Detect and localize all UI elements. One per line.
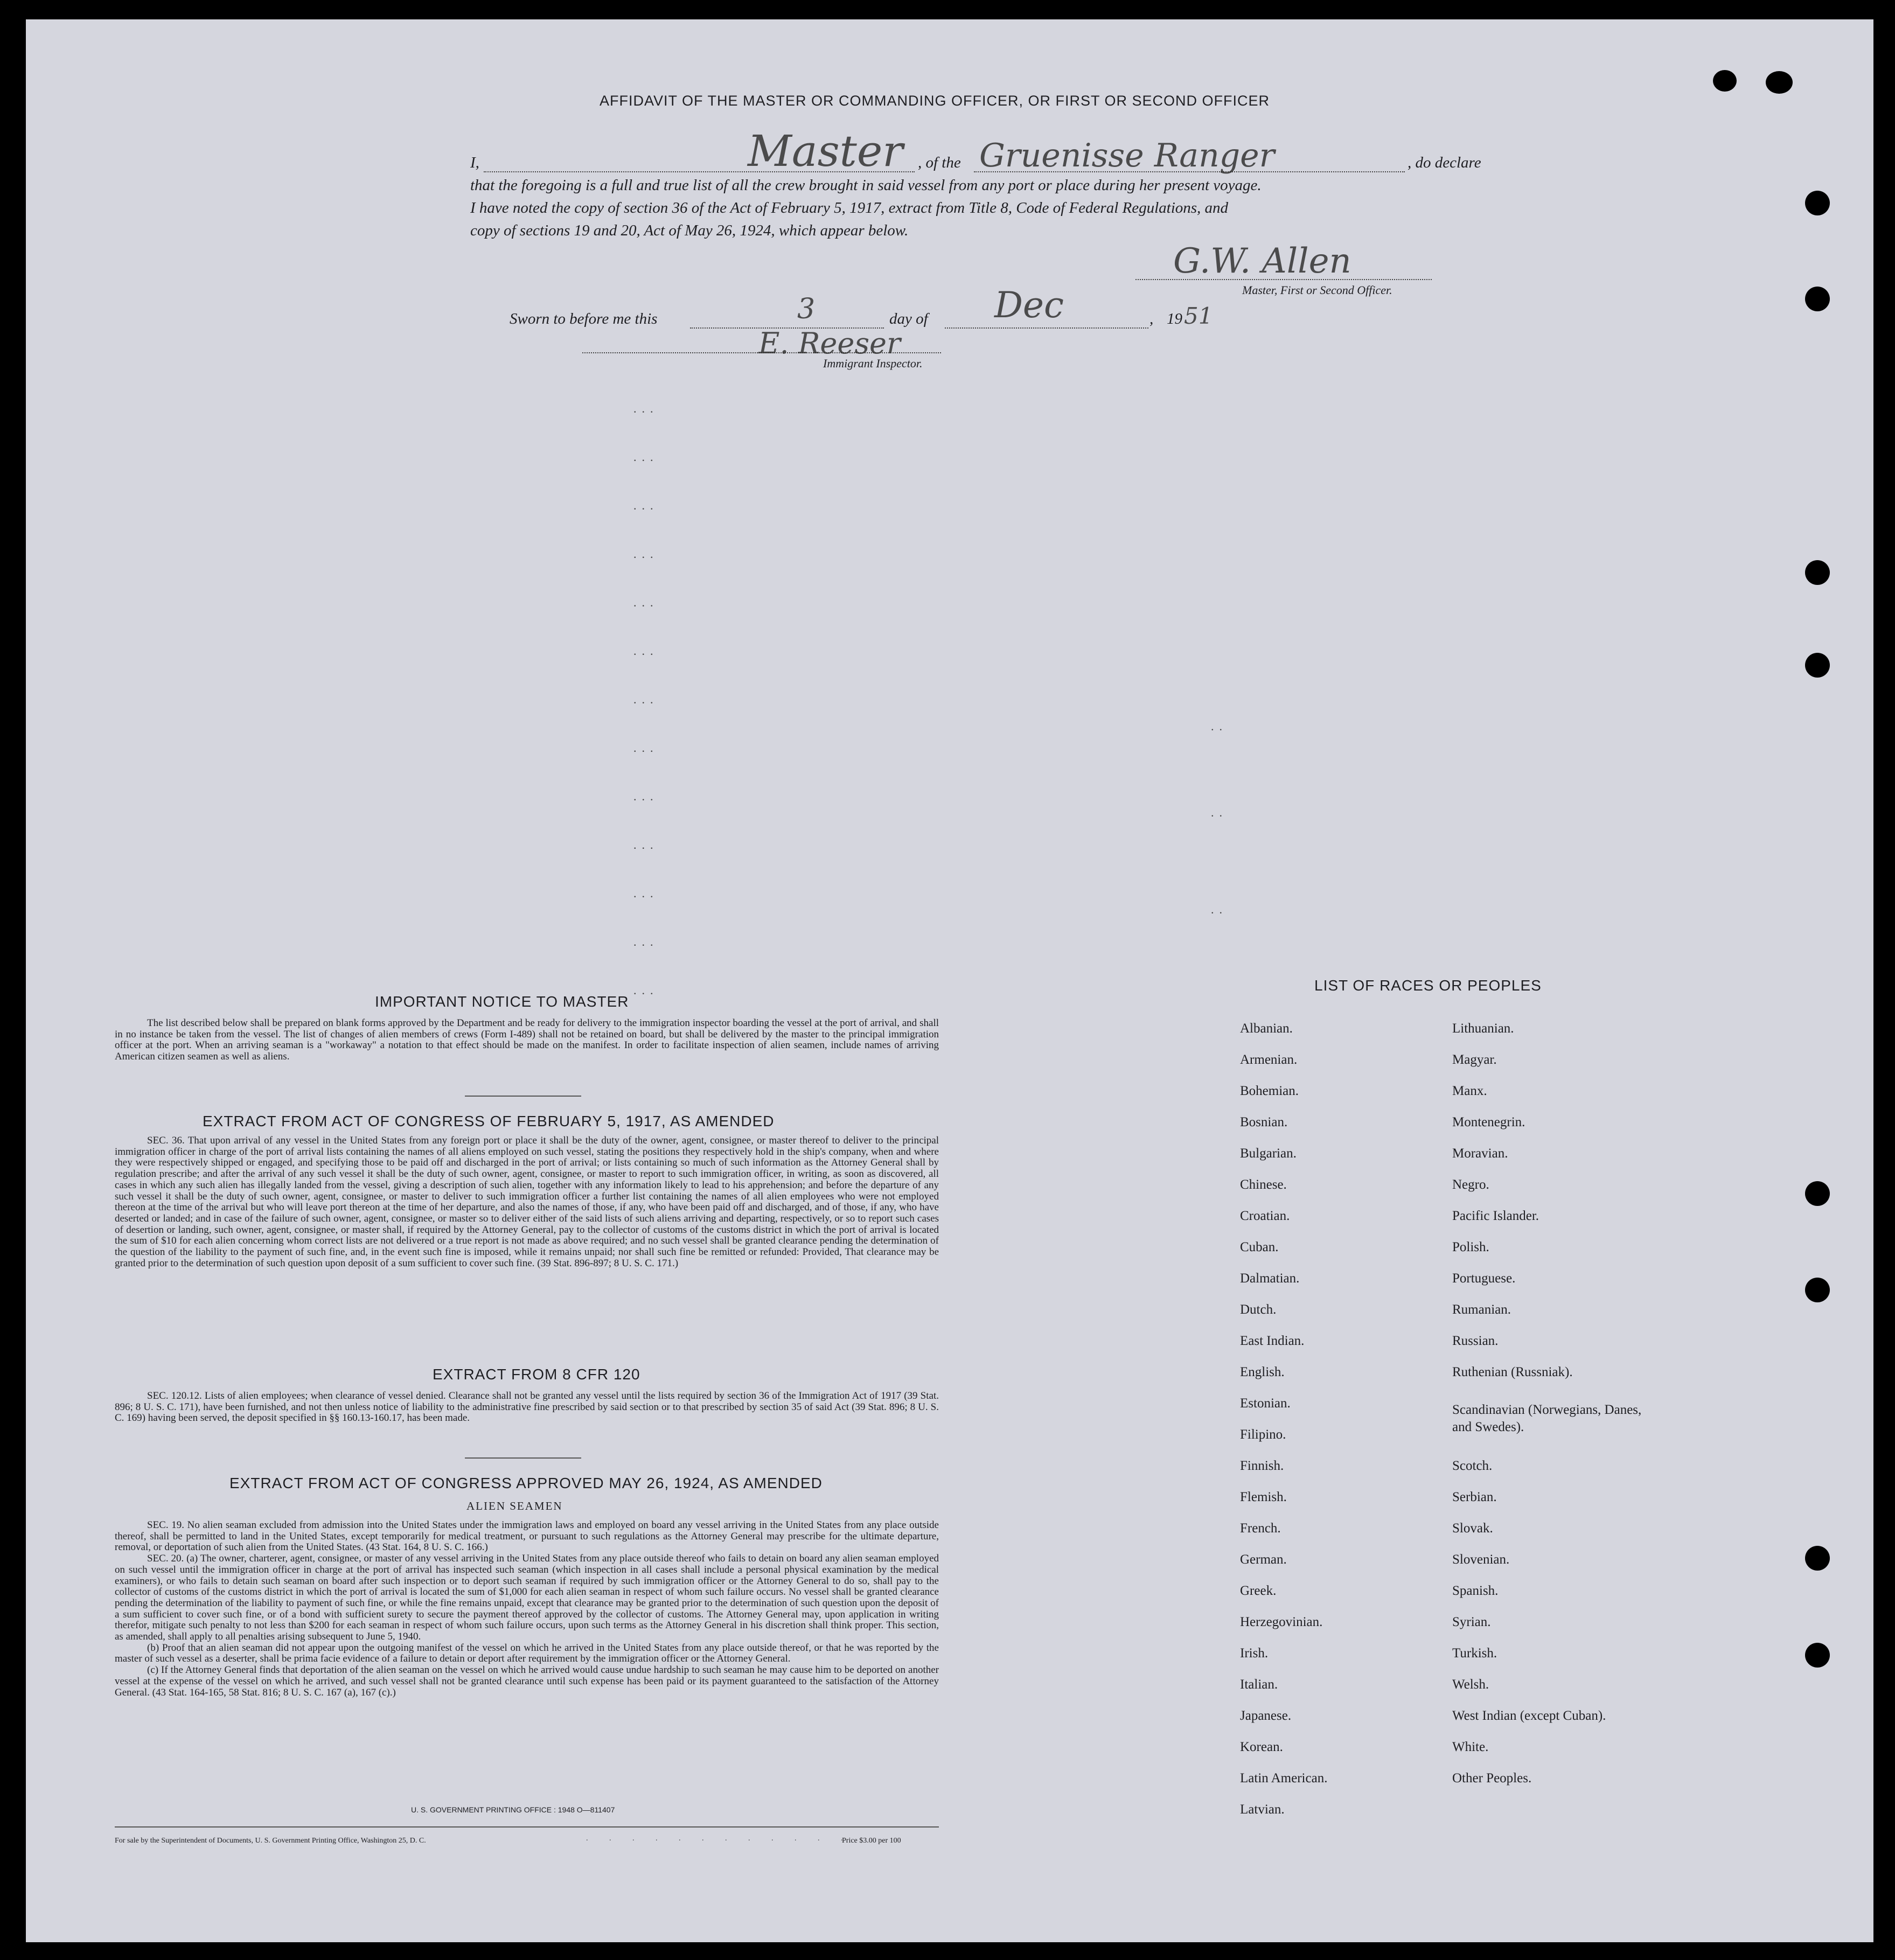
handwritten-vessel: Gruenisse Ranger [979,137,1275,175]
dot-marks: ... [633,644,659,658]
master-signature: G.W. Allen [1173,241,1351,281]
race-item: Finnish. [1240,1459,1284,1473]
race-item: Slovenian. [1452,1552,1510,1567]
dot-marks: .. [1211,720,1228,733]
race-item: Scotch. [1452,1459,1493,1473]
punch-hole [1805,560,1830,585]
handwritten-month: Dec [994,284,1064,326]
race-item: Montenegrin. [1452,1115,1525,1129]
punch-hole [1805,1546,1830,1571]
dot-marks: .. [1211,806,1228,819]
dot-marks: ... [633,935,659,948]
race-item: Italian. [1240,1677,1278,1692]
race-item: Albanian. [1240,1021,1293,1036]
printing-office-line: U. S. GOVERNMENT PRINTING OFFICE : 1948 O—811407 [411,1805,615,1814]
race-item: Ruthenian (Russniak). [1452,1365,1573,1379]
extract-1917-title: EXTRACT FROM ACT OF CONGRESS OF FEBRUARY 5, 1917, AS AMENDED [203,1113,775,1129]
race-item: Herzegovinian. [1240,1615,1323,1629]
punch-hole [1805,1643,1830,1668]
race-item: German. [1240,1552,1287,1567]
affidavit-line-2: that the foregoing is a full and true list of all the crew brought in said vessel from any port or place during her present voyage. [470,177,1262,194]
race-item: Bohemian. [1240,1084,1299,1098]
punch-hole [1805,653,1830,678]
month-fill-line [945,327,1148,329]
race-item: Moravian. [1452,1146,1508,1161]
punch-hole [1713,70,1737,92]
divider [465,1096,581,1097]
race-item: Bosnian. [1240,1115,1288,1129]
race-item: Scandinavian (Norwegians, Danes, and Swedes). [1452,1403,1642,1434]
document-page [26,19,1873,1942]
race-item: Greek. [1240,1584,1277,1598]
punch-hole [1805,1278,1830,1302]
race-item: Russian. [1452,1334,1499,1348]
race-item: Irish. [1240,1646,1269,1661]
race-item: White. [1452,1740,1489,1754]
inspector-caption: Immigrant Inspector. [823,357,923,370]
sworn-comma: , [1149,310,1154,327]
race-item: Filipino. [1240,1427,1286,1442]
sworn-label: Sworn to before me this [510,310,658,327]
dot-marks: ... [633,984,659,997]
sec-20c-paragraph: (c) If the Attorney General finds that deportation of the alien seaman on the vessel on which he arrived would cause undue hardship to such seaman he may cause him to be deported on another vessel at the expense of the vessel on which he arrived, and such vessel shall not be granted clearance until such expense has been paid or its payment guaranteed to the satisfaction of the Attorney General. (43 Stat. 164-165, 58 Stat. 816; 8 U. S. C. 167 (a), 167 (c).) [115,1664,939,1698]
sec-19-paragraph: SEC. 19. No alien seaman excluded from admission into the United States under the immigration laws and employed on board any vessel arriving in the United States from any place outside thereof, shall be permitted to land in the United States, except temporarily for medical treatment, or pursuant to such regulations as the Attorney General may prescribe for the ultimate departure, removal, or deportation of such alien from the United States. (43 Stat. 164, 8 U. S. C. 166.) [115,1519,939,1553]
for-sale-line: For sale by the Superintendent of Documents, U. S. Government Printing Office, Washington 25, D. C. [115,1837,426,1845]
dot-marks: ... [633,450,659,464]
race-item: Flemish. [1240,1490,1287,1504]
extract-cfr-body: SEC. 120.12. Lists of alien employees; when clearance of vessel denied. Clearance shall not be granted any vessel until the lists required by section 36 of the Immigration Act of 1917 (39 Stat. 896; 8 U. S. C. 171), have been furnished, and not then unless notice of liability to the administrative fine prescribed by said section or to that prescribed by section 35 of said Act (39 Stat. 896; 8 U. S. C. 169) having been served, the deposit specified in §§ 160.13-160.17, has been made. [115,1390,939,1424]
race-item: Estonian. [1240,1396,1291,1411]
price-line: Price $3.00 per 100 [842,1837,901,1845]
race-item: East Indian. [1240,1334,1305,1348]
race-item: Korean. [1240,1740,1283,1754]
race-item: Spanish. [1452,1584,1499,1598]
race-item: Other Peoples. [1452,1771,1532,1785]
handwritten-day: 3 [797,293,816,325]
notice-body: The list described below shall be prepared on blank forms approved by the Department and be ready for delivery to the immigration inspector boarding the vessel at the port of arrival, and shall in no instance be taken from the vessel. The list of changes of alien members of crews (Form I-489) shall not be retained on board, but shall be delivered by the master to the principal immigration officer at the port. When an arriving seaman is a "workaway" a notation to that effect should be made on the manifest. In order to facilitate inspection of alien seamen, include names of arriving American citizen seamen as well as aliens. [115,1017,939,1063]
sec-20a-paragraph: SEC. 20. (a) The owner, charterer, agent, consignee, or master of any vessel arriving in the United States from any place outside thereof who fails to detain on board any alien seaman employed on such vessel until the immigration officer in charge at the port of arrival has inspected such seaman (which inspection in all cases shall include a personal physical examination by the medical examiners), or who fails to detain such seaman on board after such inspection or to deport such seaman if required by such immigration officer or the Attorney General to do so, shall pay to the collector of customs of the customs district in which the port of arrival is located the sum of $1,000 for each alien seaman in respect of whom such failure occurs. No vessel shall be granted clearance pending the determination of the liability to payment of such fine, or while the fine remains unpaid, except that clearance may be granted prior to the determination of such question upon the deposit of a sum sufficient to cover such fine, or of a bond with sufficient surety to secure the payment thereof approved by the collector of customs. The Attorney General may, upon application in writing therefor, mitigate such penalty to not less than $200 for each seaman in respect of whom such failure occurs, upon such terms as the Attorney General in his discretion shall think proper. This section, as amended, shall apply to all penalties arising subsequent to June 5, 1940. [115,1553,939,1643]
affidavit-do-declare: , do declare [1408,154,1481,171]
divider [465,1457,581,1459]
race-item: Bulgarian. [1240,1146,1297,1161]
race-item: Dutch. [1240,1302,1277,1317]
race-item: Rumanian. [1452,1302,1511,1317]
race-item: Cuban. [1240,1240,1279,1254]
race-item: Pacific Islander. [1452,1209,1539,1223]
punch-hole [1805,1181,1830,1206]
affidavit-line-4: copy of sections 19 and 20, Act of May 26, 1924, which appear below. [470,222,909,239]
race-item: Slovak. [1452,1521,1493,1536]
dot-marks: ... [633,838,659,852]
dot-marks: ... [633,790,659,803]
dot-marks: .. [1211,903,1228,916]
affidavit-of-the: , of the [918,154,961,171]
master-caption: Master, First or Second Officer. [1242,283,1392,297]
punch-hole [1805,191,1830,215]
race-item: Japanese. [1240,1708,1292,1723]
dot-marks: ... [633,887,659,900]
extract-1924-subtitle: ALIEN SEAMEN [466,1499,563,1512]
race-item: Syrian. [1452,1615,1491,1629]
extract-1924-title: EXTRACT FROM ACT OF CONGRESS APPROVED MAY 26, 1924, AS AMENDED [229,1475,823,1491]
footer-dots: . . . . . . . . . . . . [586,1835,853,1843]
race-item: Portuguese. [1452,1271,1516,1286]
punch-hole [1805,287,1830,311]
dot-marks: ... [633,741,659,755]
race-item: Magyar. [1452,1052,1497,1067]
race-item: Manx. [1452,1084,1487,1098]
race-item: Polish. [1452,1240,1489,1254]
race-item: English. [1240,1365,1285,1379]
dot-marks: ... [633,596,659,609]
dot-marks: ... [633,547,659,561]
race-item: Turkish. [1452,1646,1497,1661]
handwritten-rank: Master [748,126,903,176]
inspector-signature: E. Reeser [758,326,901,360]
race-item: Welsh. [1452,1677,1489,1692]
dot-marks: ... [633,402,659,415]
footer-rule [115,1826,939,1828]
dot-marks: ... [633,499,659,512]
affidavit-i: I, [470,154,479,171]
sec-20b-paragraph: (b) Proof that an alien seaman did not appear upon the outgoing manifest of the vessel on which he arrived in the United States from any place outside thereof, or that he was reported by the master of such vessel as a deserter, shall be prima facie evidence of a failure to detain or deport after requirement by the immigration officer or the Attorney General. [115,1642,939,1665]
notice-title: IMPORTANT NOTICE TO MASTER [375,993,629,1010]
race-item: Latin American. [1240,1771,1328,1785]
punch-hole [1766,71,1793,94]
race-item: Armenian. [1240,1052,1298,1067]
year-prefix: 19 [1167,310,1182,327]
extract-1917-body: SEC. 36. That upon arrival of any vessel in the United States from any foreign port or place it shall be the duty of the owner, agent, consignee, or master thereof to deliver to the principal immigration officer in charge of the port of arrival lists containing the names of all aliens employed on such vessel, stating the positions they respectively hold in the ship's company, when and where they were respectively shipped or engaged, and specifying those to be paid off and discharged in the port of arrival; or lists containing so much of such information as the Attorney General shall by regulation prescribe; and after the arrival of any such vessel it shall be the duty of such owner, agent, consignee, or master to report to such immigration officer, in writing, as soon as discovered, all cases in which any such alien has illegally landed from the vessel, giving a description of such alien, together with any information likely to lead to his apprehension; and before the departure of any such vessel it shall be the duty of such owner, agent, consignee, or master to deliver to such immigration officer a further list containing the names of all alien employees who were not employed thereon at the time of the arrival but who will leave port thereon at the time of her departure, and also the names of those, if any, who have been paid off and discharged, and of those, if any, who have deserted or landed; and in case of the failure of such owner, agent, consignee, or master so to deliver either of the said lists of such aliens arriving and departing, respectively, or so to report such cases of desertion or landing, such owner, agent, consignee, or master shall, if required by the Attorney General, pay to the collector of customs of the customs district in which the port of arrival is located the sum of $10 for each alien concerning whom correct lists are not delivered or a true report is not made as above required; and no such vessel shall be granted clearance pending the determination of the question of the liability to the payment of such fine, and, in the event such fine is imposed, while it remains unpaid; nor shall such fine be remitted or refunded: Provided, That clearance may be granted prior to the determination of such question upon deposit of a sum sufficient to cover such fine. (39 Stat. 896-897; 8 U. S. C. 171.) [115,1135,939,1269]
race-item: Lithuanian. [1452,1021,1514,1036]
race-item: Serbian. [1452,1490,1497,1504]
extract-1924-body [115,1520,939,1698]
affidavit-line-3: I have noted the copy of section 36 of the Act of February 5, 1917, extract from Title 8, Code of Federal Regulations, and [470,199,1229,217]
race-item: West Indian (except Cuban). [1452,1708,1606,1723]
race-item: Negro. [1452,1177,1489,1192]
race-item: Chinese. [1240,1177,1287,1192]
races-title: LIST OF RACES OR PEOPLES [1314,977,1542,994]
affidavit-title: AFFIDAVIT OF THE MASTER OR COMMANDING OFFICER, OR FIRST OR SECOND OFFICER [600,93,1270,109]
race-item: Dalmatian. [1240,1271,1300,1286]
race-item: French. [1240,1521,1281,1536]
extract-cfr-title: EXTRACT FROM 8 CFR 120 [433,1366,640,1383]
race-item: Latvian. [1240,1802,1285,1817]
dot-marks: ... [633,693,659,706]
race-item: Croatian. [1240,1209,1290,1223]
day-of-label: day of [889,310,928,327]
handwritten-year: 51 [1184,303,1213,329]
